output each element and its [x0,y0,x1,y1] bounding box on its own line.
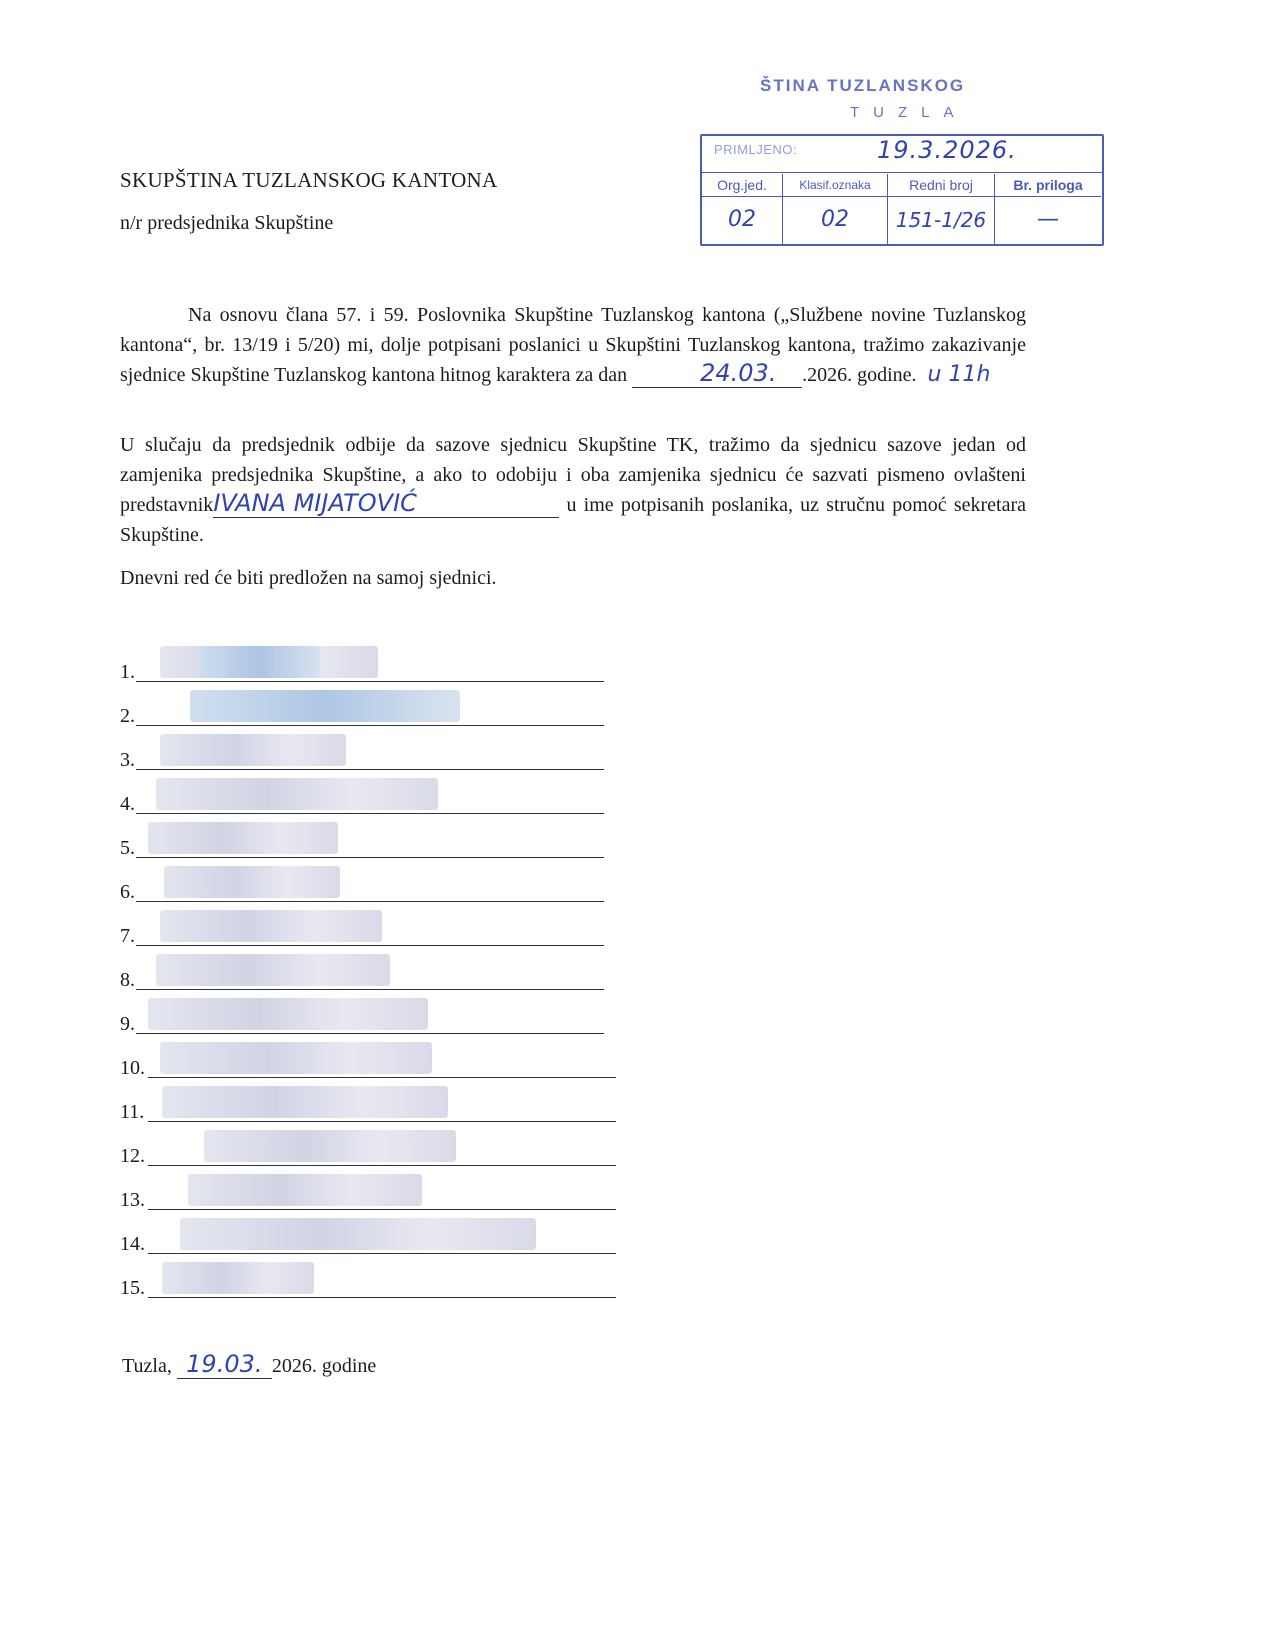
request-paragraph: Na osnovu člana 57. i 59. Poslovnika Skupštine Tuzlanskog kantona („Službene novine Tuzlanskog kantona“, br. 13/19 i 5/20) mi, dolje potpisani poslanici u Skupštini Tuzlanskog kantona, tražimo zakazivanje sjednice Skupštine Tuzlanskog kantona hitnog karaktera za dan 24.03. .2026. godine. u 11h [120,304,1026,387]
redacted-signature [160,1042,432,1074]
redacted-signature [148,998,428,1030]
redacted-signature [162,1086,448,1118]
signature-row: 5. [120,816,640,860]
signature-row: 14. [120,1212,640,1256]
signature-row: 13. [120,1168,640,1212]
signature-row: 7. [120,904,640,948]
session-time-handwritten: u 11h [927,362,991,387]
place-and-date: Tuzla, 19.03. 2026. godine [122,1350,377,1378]
redacted-signature [156,954,390,986]
signature-row: 11. [120,1080,640,1124]
agenda-paragraph: Dnevni red će biti predložen na samoj sjednici. [120,567,497,589]
signature-row: 8. [120,948,640,992]
stamp-table [702,174,1102,244]
redacted-signature [162,1262,314,1294]
redacted-signature [148,822,338,854]
date-field [177,1352,272,1379]
stamp-city: TUZLA [850,104,968,121]
redacted-signature [180,1218,536,1250]
signature-list [120,640,640,1300]
signature-row: 2. [120,684,640,728]
stamp-col-redni: Redni broj 151-1/26 [888,174,995,244]
redacted-signature [160,734,346,766]
stamp-box [700,134,1104,246]
redacted-signature [156,778,438,810]
representative-field [213,491,559,518]
session-date-handwritten: 24.03. [700,359,777,387]
stamp-received-date: 19.3.2026. [877,136,1017,164]
date-handwritten: 19.03. [186,1350,263,1378]
signature-row: 15. [120,1256,640,1300]
signature-row: 12. [120,1124,640,1168]
signature-row: 9. [120,992,640,1036]
signature-row: 4. [120,772,640,816]
signature-row: 3. [120,728,640,772]
session-date-field [632,361,802,388]
redacted-signature [160,910,382,942]
stamp-institution: ŠTINA TUZLANSKOG [760,76,966,95]
redacted-signature [188,1174,422,1206]
attention-line: n/r predsjednika Skupštine [120,212,334,234]
redacted-signature [190,690,460,722]
redacted-signature [164,866,340,898]
stamp-received-label: PRIMLJENO: [714,142,798,157]
signature-row: 1. [120,640,640,684]
addressee: SKUPŠTINA TUZLANSKOG KANTONA [120,168,498,192]
stamp-col-org: Org.jed. 02 [702,174,783,244]
signature-row: 6. [120,860,640,904]
representative-handwritten: IVANA MIJATOVIĆ [213,489,417,517]
stamp-col-prilog: Br. priloga — [995,174,1101,244]
signature-row: 10. [120,1036,640,1080]
stamp-col-klasif: Klasif.oznaka 02 [783,174,888,244]
redacted-signature [204,1130,456,1162]
convening-paragraph: U slučaju da predsjednik odbije da sazove sjednicu Skupštine TK, tražimo da sjednicu sazove jedan od zamjenika predsjednika Skupštine, a ako to odobiju i oba zamjenika sjednicu će sazvati pismeno ovlašteni predstavnikIVANA MIJATOVIĆ u ime potpisanih poslanika, uz stručnu pomoć sekretara Skupštine. [120,434,1026,546]
